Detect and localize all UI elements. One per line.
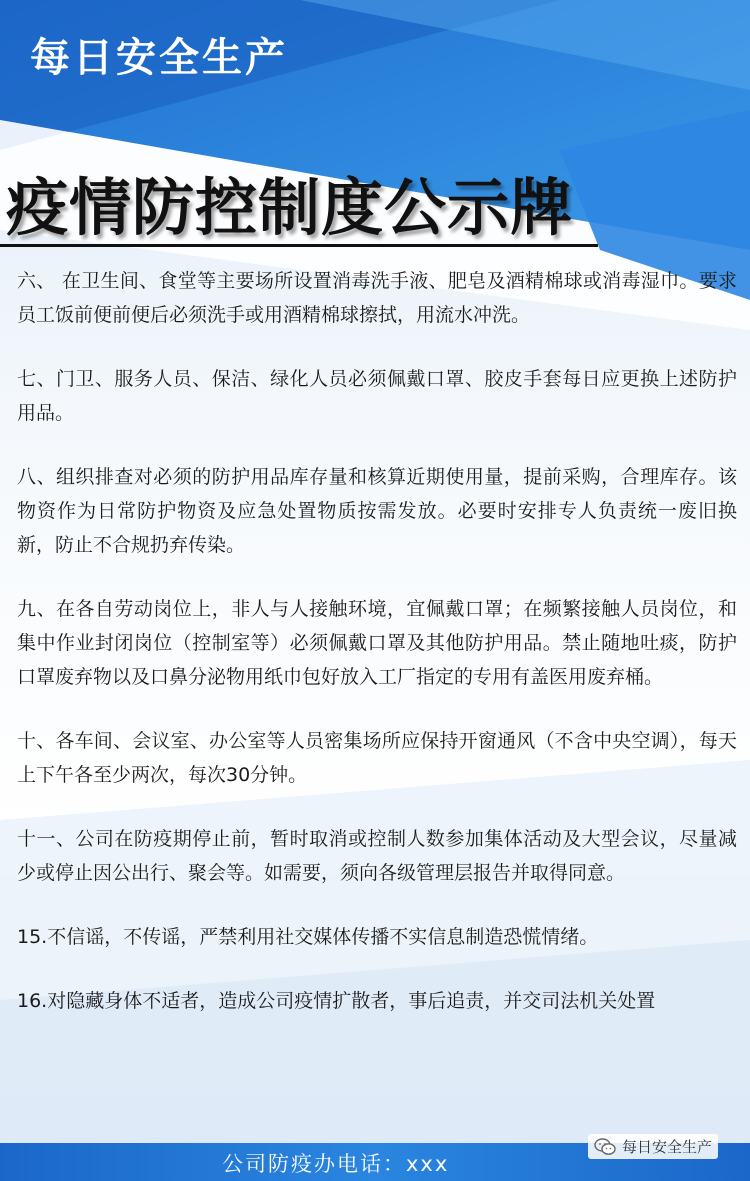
wechat-watermark (588, 1134, 718, 1159)
rule-paragraph-15: 15.不信谣，不传谣，严禁利用社交媒体传播不实信息制造恐慌情绪。 (17, 926, 599, 948)
rule-paragraph-9: 九、在各自劳动岗位上，非人与人接触环境，宜佩戴口罩；在频繁接触人员岗位，和集中作业封闭岗位（控制室等）必须佩戴口罩及其他防护用品。禁止随地吐痰，防护口罩废弃物以及口鼻分泌物用纸巾包好放入工厂指定的专用有盖医用废弃桶。 (17, 598, 737, 688)
rule-paragraph-8: 八、组织排查对必须的防护用品库存量和核算近期使用量，提前采购，合理库存。该物资作为日常防护物资及应急处置物质按需发放。必要时安排专人负责统一废旧换新，防止不合规扔弃传染。 (17, 466, 737, 556)
footer-phone: 公司防疫办电话：xxx (222, 1152, 450, 1176)
page-title: 疫情防控制度公示牌 (6, 171, 574, 244)
wechat-icon (594, 1138, 616, 1156)
rule-paragraph-16: 16.对隐藏身体不适者，造成公司疫情扩散者，事后追责，并交司法机关处置 (17, 990, 656, 1012)
rules-content (17, 264, 737, 1048)
title-divider (0, 244, 598, 247)
rule-paragraph-11: 十一、公司在防疫期停止前，暂时取消或控制人数参加集体活动及大型会议，尽量减少或停止因公出行、聚会等。如需要，须向各级管理层报告并取得同意。 (17, 828, 737, 884)
brand-logo-text: 每日安全生产 (30, 35, 288, 81)
rule-paragraph-7: 七、门卫、服务人员、保洁、绿化人员必须佩戴口罩、胶皮手套每日应更换上述防护用品。 (17, 368, 737, 424)
watermark-label: 每日安全生产 (622, 1138, 713, 1156)
rule-paragraph-10: 十、各车间、会议室、办公室等人员密集场所应保持开窗通风（不含中央空调），每天上下午各至少两次，每次30分钟。 (17, 730, 737, 786)
rule-paragraph-6: 六、 在卫生间、食堂等主要场所设置消毒洗手液、肥皂及酒精棉球或消毒湿巾。要求员工饭前便前便后必须洗手或用酒精棉球擦拭，用流水冲洗。 (17, 270, 737, 326)
